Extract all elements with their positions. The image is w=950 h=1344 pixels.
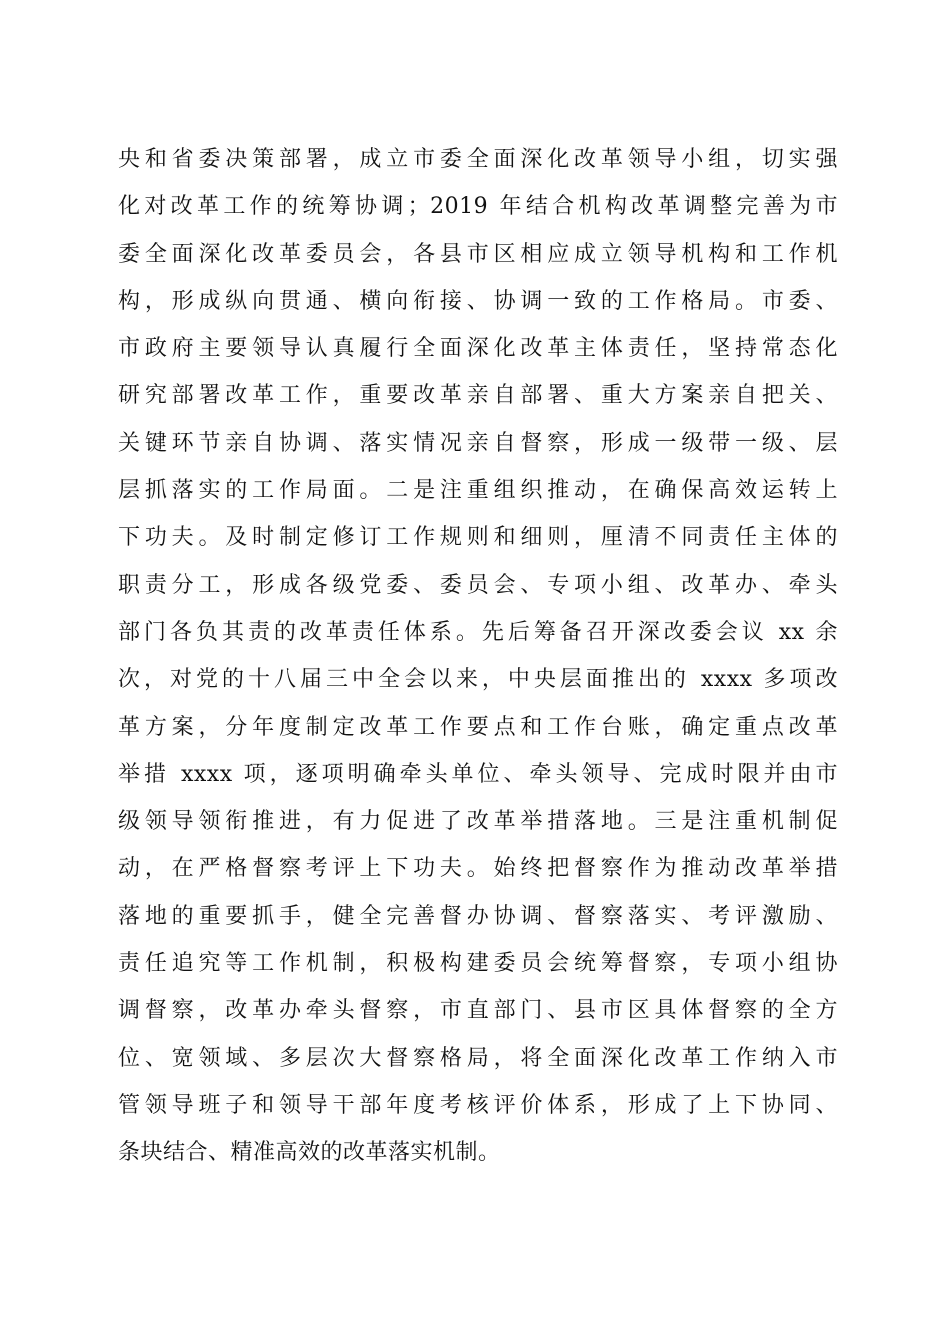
text-line: 下功夫。及时制定修订工作规则和细则，厘清不同责任主体的 — [118, 525, 838, 551]
text-line: 部门各负其责的改革责任体系。先后筹备召开深改委会议 xx 余 — [118, 619, 838, 645]
text-line: 条块结合、精准高效的改革落实机制。 — [118, 1140, 501, 1166]
text-line: 职责分工，形成各级党委、委员会、专项小组、改革办、牵头 — [118, 572, 838, 598]
text-line: 落地的重要抓手，健全完善督办协调、督察落实、考评激励、 — [118, 903, 838, 929]
text-line: 举措 xxxx 项，逐项明确牵头单位、牵头领导、完成时限并由市 — [118, 761, 838, 787]
text-line: 革方案，分年度制定改革工作要点和工作台账，确定重点改革 — [118, 714, 838, 740]
text-line: 层抓落实的工作局面。二是注重组织推动，在确保高效运转上 — [118, 478, 838, 504]
text-line: 化对改革工作的统筹协调；2019 年结合机构改革调整完善为市 — [118, 194, 838, 220]
text-line: 级领导领衔推进，有力促进了改革举措落地。三是注重机制促 — [118, 809, 838, 835]
text-line: 动，在严格督察考评上下功夫。始终把督察作为推动改革举措 — [118, 856, 838, 882]
text-line: 委全面深化改革委员会，各县市区相应成立领导机构和工作机 — [118, 241, 838, 267]
text-line: 调督察，改革办牵头督察，市直部门、县市区具体督察的全方 — [118, 998, 838, 1024]
text-line: 央和省委决策部署，成立市委全面深化改革领导小组，切实强 — [118, 147, 838, 172]
text-line: 研究部署改革工作，重要改革亲自部署、重大方案亲自把关、 — [118, 383, 838, 409]
text-line: 市政府主要领导认真履行全面深化改革主体责任，坚持常态化 — [118, 336, 838, 362]
text-line: 构，形成纵向贯通、横向衔接、协调一致的工作格局。市委、 — [118, 288, 838, 314]
text-line: 管领导班子和领导干部年度考核评价体系，形成了上下协同、 — [118, 1092, 838, 1118]
text-line: 关键环节亲自协调、落实情况亲自督察，形成一级带一级、层 — [118, 430, 838, 456]
text-line: 次，对党的十八届三中全会以来，中央层面推出的 xxxx 多项改 — [118, 667, 838, 693]
body-paragraph — [118, 136, 838, 1177]
text-line: 责任追究等工作机制，积极构建委员会统筹督察，专项小组协 — [118, 951, 838, 977]
text-line: 位、宽领域、多层次大督察格局，将全面深化改革工作纳入市 — [118, 1045, 838, 1071]
